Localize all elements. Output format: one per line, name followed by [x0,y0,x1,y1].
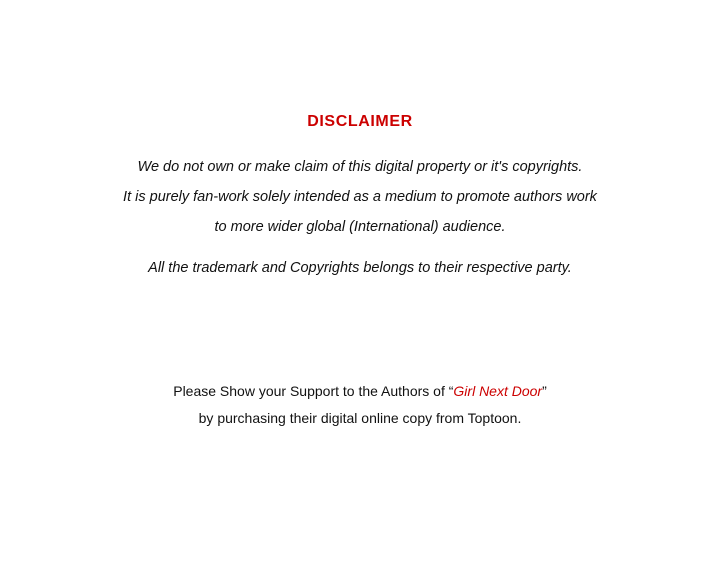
support-block [0,378,720,432]
support-line-one [0,378,720,405]
support-line-two: by purchasing their digital online copy from Toptoon. [198,410,522,426]
support-text-after: ” [542,383,547,399]
disclaimer-line: to more wider global (International) audience. [214,219,506,235]
disclaimer-line: We do not own or make claim of this digital property or it's copyrights. [137,159,583,175]
disclaimer-text-block [0,152,720,242]
support-text-before: Please Show your Support to the Authors of “ [173,383,454,399]
page-title: DISCLAIMER [307,113,413,130]
trademark-line: All the trademark and Copyrights belongs to their respective party. [148,260,572,276]
trademark-block [0,253,720,283]
disclaimer-line: It is purely fan-work solely intended as a medium to promote authors work [123,189,597,205]
work-title-link[interactable]: Girl Next Door [453,383,543,399]
